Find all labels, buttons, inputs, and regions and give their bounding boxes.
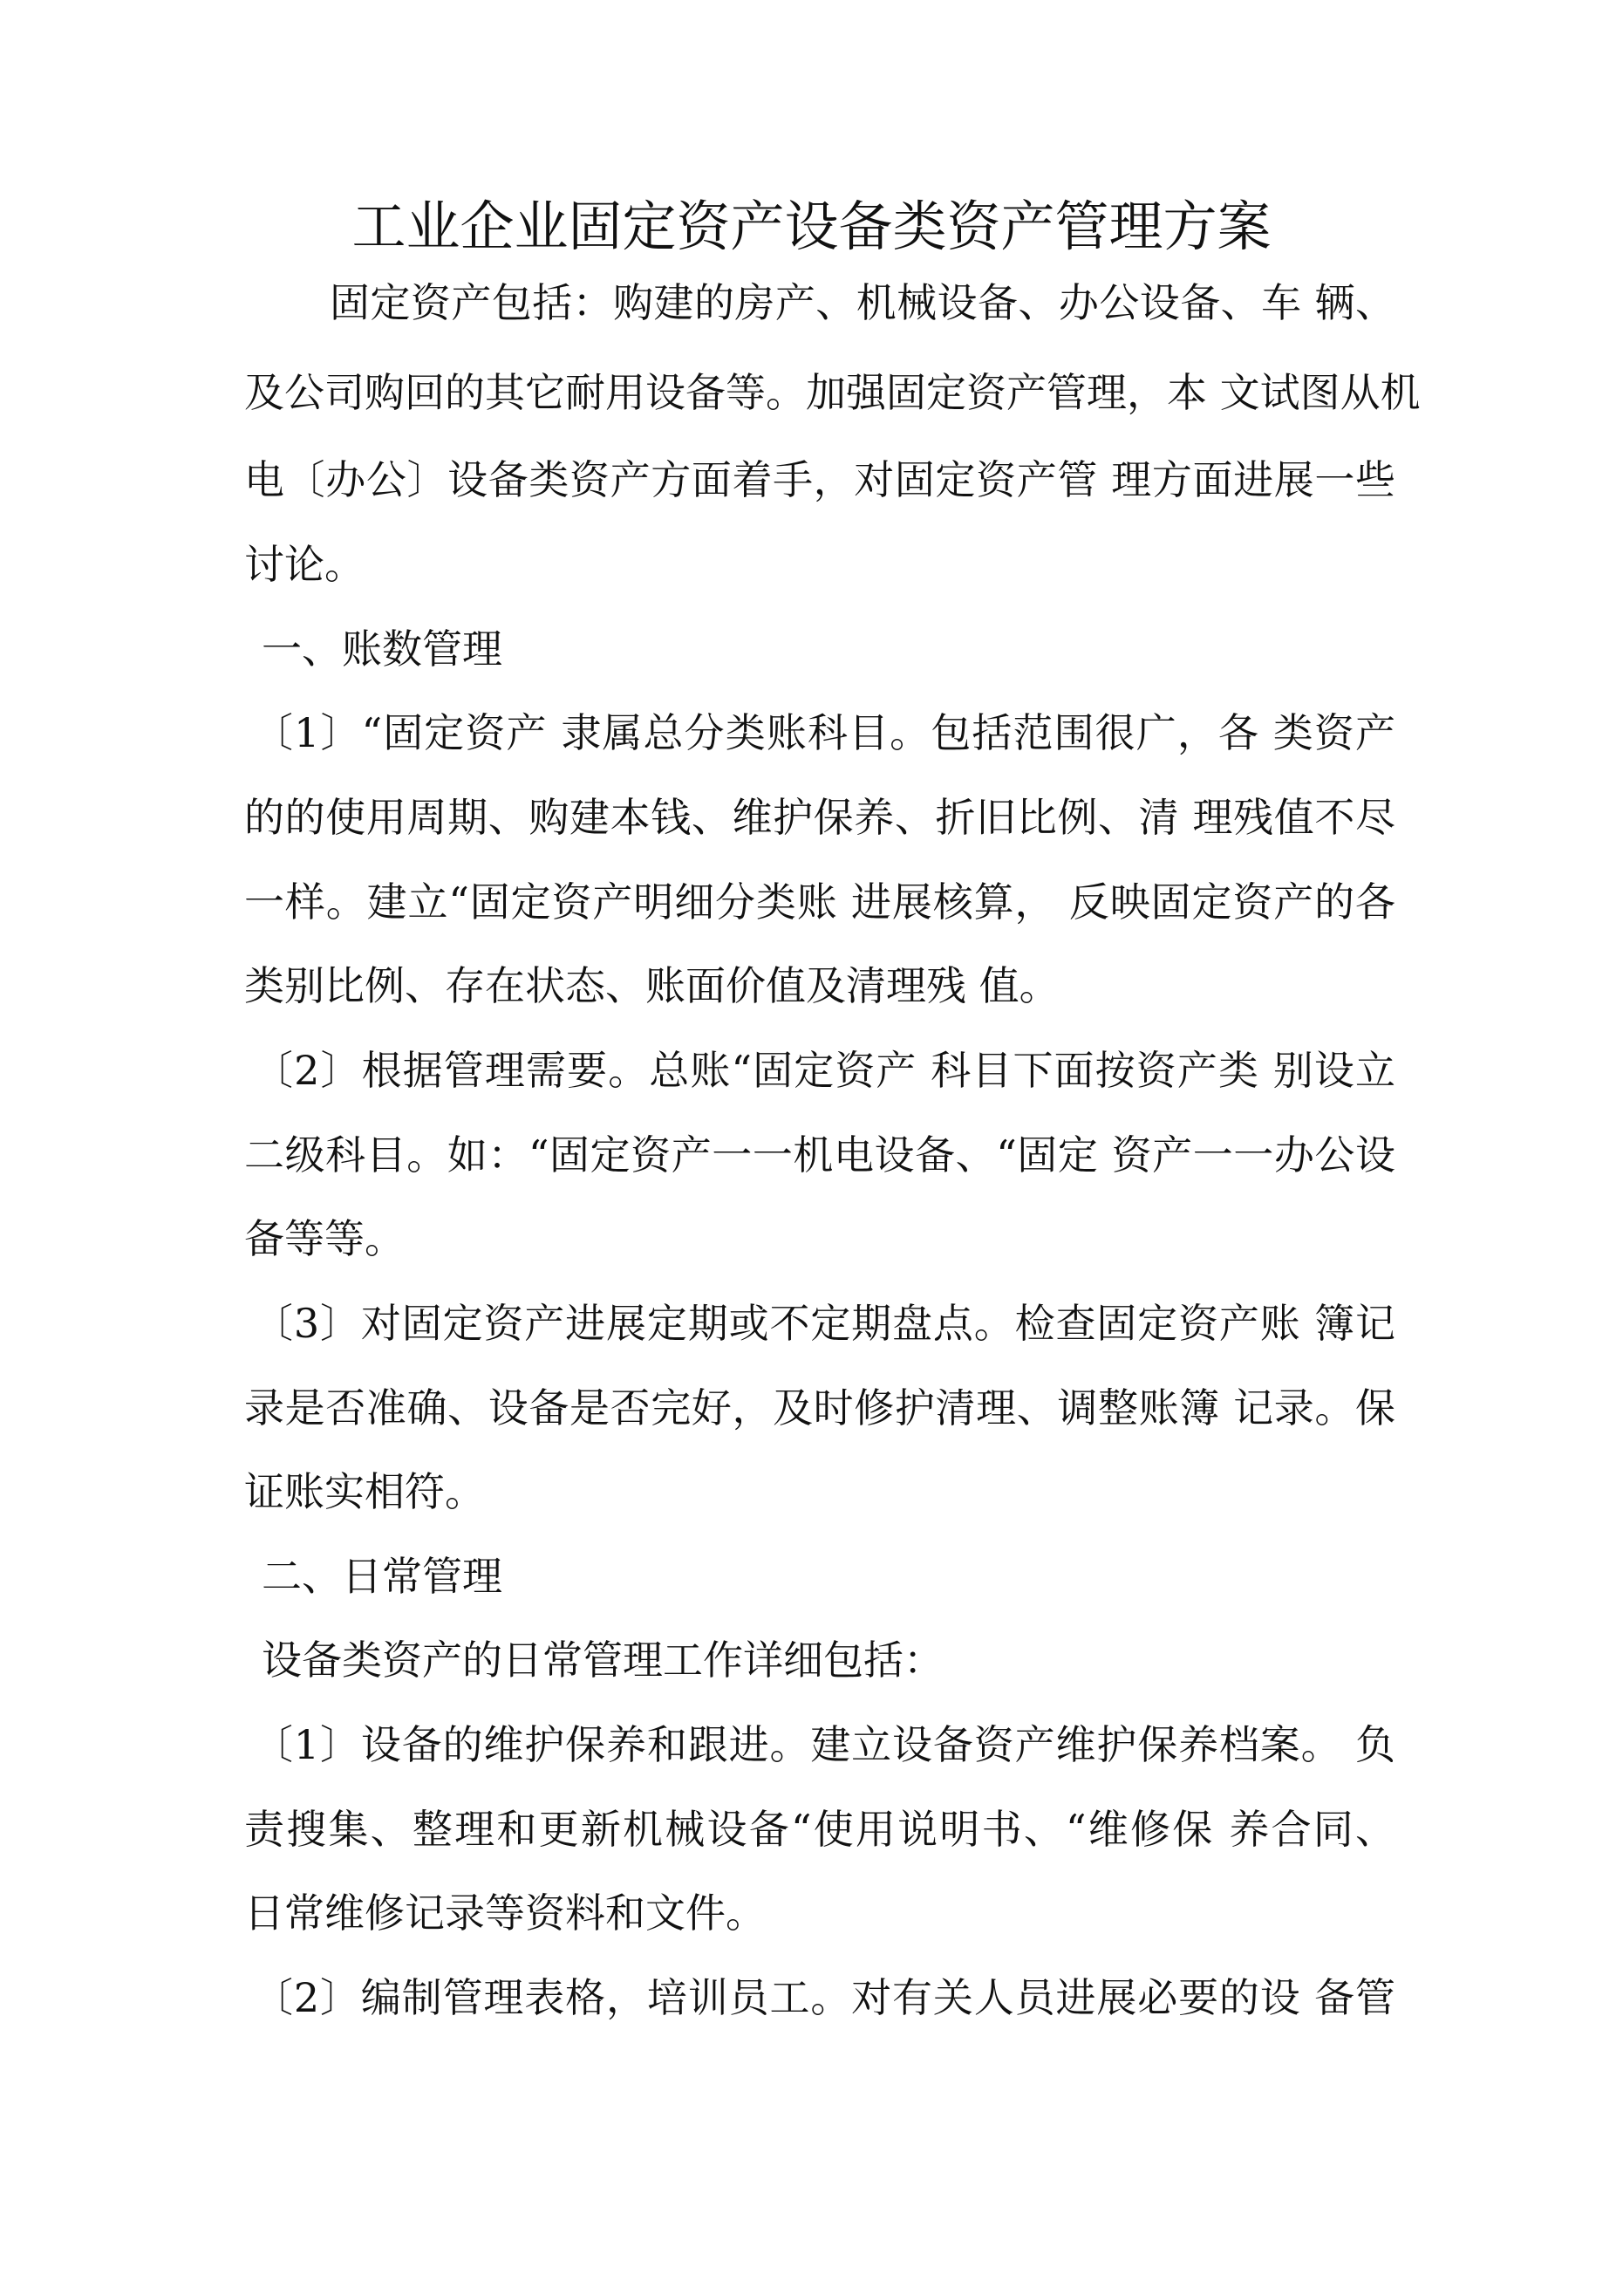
paragraph-line: 备等等。 — [244, 1215, 405, 1262]
paragraph-line: 〔1〕“固定资产 隶属总分类账科目。包括范围很广，各 类资产 — [253, 709, 1395, 756]
paragraph-line: 录是否准确、设备是否完好，及时修护清理、调整账簿 记录。保 — [244, 1384, 1395, 1432]
paragraph-line: 证账实相符。 — [244, 1468, 485, 1515]
paragraph-line: 〔1〕设备的维护保养和跟进。建立设备资产维护保养档案。 负 — [253, 1721, 1395, 1768]
paragraph-line: 固定资产包括：购建的房产、机械设备、办公设备、车 辆、 — [330, 279, 1395, 326]
section-heading: 二、日常管理 — [262, 1553, 502, 1600]
paragraph-line: 一样。建立“固定资产明细分类账 进展核算， 反映固定资产的各 — [244, 878, 1395, 926]
paragraph-line: 责搜集、整理和更新机械设备“使用说明书、“维修保 养合同、 — [244, 1806, 1395, 1853]
document-title: 工业企业固定资产设备类资产管理方案 — [351, 195, 1272, 258]
paragraph-line: 〔2〕编制管理表格，培训员工。对有关人员进展必要的设 备管 — [253, 1974, 1395, 2021]
paragraph-line: 及公司购回的其它耐用设备等。加强固定资产管理，本 文试图从机 — [244, 369, 1421, 416]
paragraph-line: 的的使用周期、购建本钱、维护保养、折旧比例、清 理残值不尽 — [244, 794, 1395, 841]
paragraph-line: 日常维修记录等资料和文件。 — [244, 1889, 766, 1937]
paragraph-line: 二级科目。如：“固定资产一一机电设备、“固定 资产一一办公设 — [244, 1131, 1395, 1179]
section-heading: 一、账数管理 — [262, 625, 502, 673]
paragraph-line: 电〔办公〕设备类资产方面着手，对固定资产管 理方面进展一些 — [244, 456, 1395, 503]
paragraph-line: 〔3〕对固定资产进展定期或不定期盘点。检查固定资产账 簿记 — [253, 1300, 1395, 1347]
paragraph-line: 讨论。 — [244, 541, 365, 588]
paragraph-line: 〔2〕根据管理需要。总账“固定资产 科目下面按资产类 别设立 — [253, 1047, 1395, 1094]
paragraph-line: 设备类资产的日常管理工作详细包括： — [262, 1637, 944, 1684]
paragraph-line: 类别比例、存在状态、账面价值及清理残 值。 — [244, 962, 1060, 1009]
